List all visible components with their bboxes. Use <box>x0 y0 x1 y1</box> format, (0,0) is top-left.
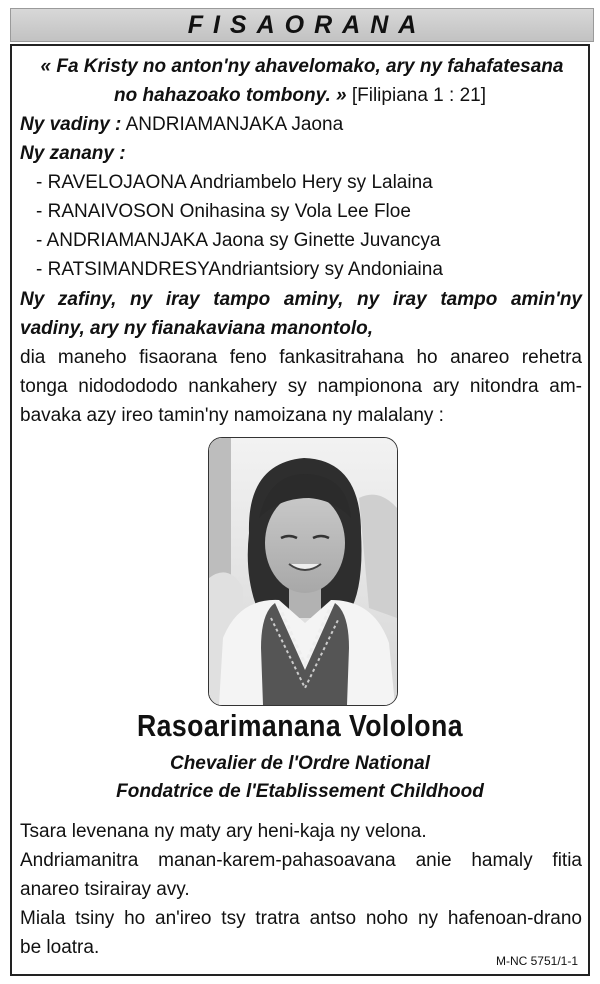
child-item <box>36 197 411 226</box>
deceased-title-2: Fondatrice de l'Etablissement Childhood <box>116 781 484 802</box>
family-line-2: vadiny, ary ny fianakaviana manontolo, <box>20 318 374 339</box>
portrait-illustration <box>209 438 397 705</box>
verse-line-2 <box>0 81 600 110</box>
closing-line-3: anareo tsirairay avy. <box>20 879 190 900</box>
child-names: Onihasina sy Vola Lee Floe <box>179 201 411 222</box>
message-line-3: bavaka azy ireo tamin'ny namoizana ny malalany : <box>20 405 444 426</box>
verse-reference: [Filipiana 1 : 21] <box>351 85 486 106</box>
child-names: Andriambelo Hery sy Lalaina <box>189 172 433 193</box>
notice-title: FISAORANA <box>187 10 427 39</box>
closing-line-5: be loatra. <box>20 937 100 958</box>
message-line-2: tonga nidodododo nankahery sy nampionona ary nitondra am- <box>20 376 582 397</box>
child-surname: - RATSIMANDRESY <box>36 259 209 280</box>
child-surname: - RANAIVOSON <box>36 201 175 222</box>
child-names: Jaona sy Ginette Juvancya <box>212 230 441 251</box>
child-item <box>36 255 443 284</box>
child-names: Andriantsiory sy Andoniaina <box>208 259 443 280</box>
spouse-name: ANDRIAMANJAKA Jaona <box>125 114 344 135</box>
spouse-line <box>20 110 343 139</box>
closing-line-1: Tsara levenana ny maty ary heni-kaja ny velona. <box>20 821 427 842</box>
child-item <box>36 226 440 255</box>
children-label: Ny zanany : <box>20 143 126 164</box>
deceased-name: Rasoarimanana Vololona <box>136 708 464 743</box>
spouse-label: Ny vadiny : <box>20 114 122 135</box>
closing-line-2: Andriamanitra manan-karem-pahasoavana anie hamaly fitia <box>20 850 582 871</box>
child-item <box>36 168 433 197</box>
portrait-photo <box>208 437 398 706</box>
deceased-title-1: Chevalier de l'Ordre National <box>169 753 431 774</box>
notice-header <box>10 8 594 42</box>
ad-reference: M-NC 5751/1-1 <box>495 954 578 968</box>
child-surname: - ANDRIAMANJAKA <box>36 230 208 251</box>
verse-line-1: « Fa Kristy no anton'ny ahavelomako, ary ny fahafatesana <box>40 56 564 77</box>
family-line-1: Ny zafiny, ny iray tampo aminy, ny iray tampo amin'ny <box>20 289 582 310</box>
closing-line-4: Miala tsiny ho an'ireo tsy tratra antso noho ny hafenoan-drano <box>20 908 582 929</box>
verse-line-2-text: no hahazoako tombony. » <box>113 85 347 106</box>
child-surname: - RAVELOJAONA <box>36 172 186 193</box>
message-line-1: dia maneho fisaorana feno fankasitrahana ho anareo rehetra <box>20 347 582 368</box>
